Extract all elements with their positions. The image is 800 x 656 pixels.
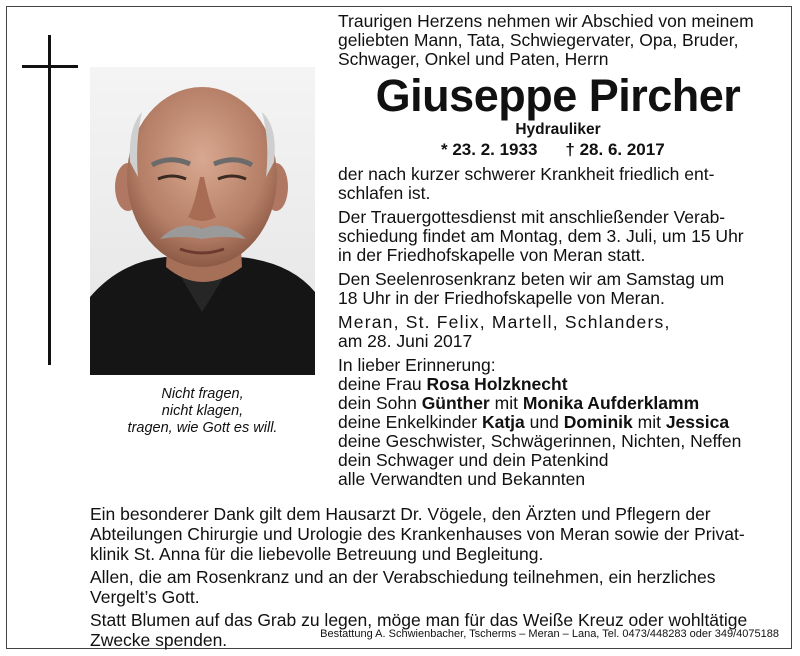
intro-line: Traurigen Herzens nehmen wir Abschied von meinem <box>338 11 754 31</box>
funeral-home-footer: Bestattung A. Schwienbacher, Tscherms – Meran – Lana, Tel. 0473/448283 oder 349/4075188 <box>320 628 779 640</box>
text-line: Den Seelenrosenkranz beten wir am Samstag um <box>338 269 725 289</box>
mourner-siblings: deine Geschwister, Schwägerinnen, Nichten, Neffen <box>338 431 742 451</box>
mourner-grandchildren: deine Enkelkinder Katja und Dominik mit Jessica <box>338 412 730 432</box>
announcement-column <box>338 12 778 489</box>
portrait-photo <box>90 67 315 375</box>
grandchild-partner-name: Jessica <box>665 412 730 432</box>
life-dates <box>338 139 778 161</box>
mourner-brother-in-law: dein Schwager und dein Patenkind <box>338 450 609 470</box>
intro-line: Schwager, Onkel und Paten, Herrn <box>338 49 609 69</box>
all-thanks-paragraph <box>90 567 778 607</box>
death-date: † 28. 6. 2017 <box>565 140 665 159</box>
intro-line: geliebten Mann, Tata, Schwiegervater, Opa, Bruder, <box>338 30 739 50</box>
mourners-list <box>338 356 778 489</box>
quote-line: tragen, wie Gott es will. <box>127 420 278 436</box>
quote-line: nicht klagen, <box>161 403 244 419</box>
text-line: 18 Uhr in der Friedhofskapelle von Meran. <box>338 288 665 308</box>
mourner-son: dein Sohn Günther mit Monika Aufderklamm <box>338 393 700 413</box>
mourner-wife: deine Frau Rosa Holzknecht <box>338 374 568 394</box>
place-and-date <box>338 313 778 351</box>
mourner-relatives: alle Verwandten und Bekannten <box>338 469 586 489</box>
wife-name: Rosa Holzknecht <box>426 374 568 394</box>
grandchild-name: Katja <box>481 412 525 432</box>
quote-line: Nicht fragen, <box>161 386 244 402</box>
text-line: am 28. Juni 2017 <box>338 331 473 351</box>
text-line: klinik St. Anna für die liebevolle Betreuung und Begleitung. <box>90 544 544 564</box>
intro-text <box>338 12 778 69</box>
text-line: Vergelt’s Gott. <box>90 587 200 607</box>
text-line: Allen, die am Rosenkranz und an der Verabschiedung teilnehmen, ein herzliches <box>90 567 716 587</box>
text-line: Meran, St. Felix, Martell, Schlanders, <box>338 312 671 332</box>
grandchild-name: Dominik <box>563 412 633 432</box>
profession: Hydrauliker <box>515 121 601 138</box>
text-line: Der Trauergottesdienst mit anschließender Verab- <box>338 207 726 227</box>
text-line: Zwecke spenden. <box>90 630 228 650</box>
text-line: Ein besonderer Dank gilt dem Hausarzt Dr. Vögele, den Ärzten und Pflegern der <box>90 504 711 524</box>
text-line: der nach kurzer schwerer Krankheit friedlich ent- <box>338 164 715 184</box>
thanks-paragraph <box>90 504 778 564</box>
text-line: schlafen ist. <box>338 183 431 203</box>
memory-heading: In lieber Erinnerung: <box>338 355 496 375</box>
rosary-info <box>338 270 778 308</box>
passing-text <box>338 165 778 203</box>
funeral-info <box>338 208 778 265</box>
son-name: Günther <box>421 393 490 413</box>
quote <box>90 386 315 437</box>
text-line: Abteilungen Chirurgie und Urologie des Krankenhauses von Meran sowie der Privat- <box>90 524 745 544</box>
birth-date: * 23. 2. 1933 <box>441 140 538 159</box>
text-line: schiedung findet am Montag, dem 3. Juli, um 15 Uhr <box>338 226 744 246</box>
deceased-name: Giuseppe Pircher <box>375 70 741 121</box>
son-partner-name: Monika Aufderklamm <box>522 393 700 413</box>
text-line: Statt Blumen auf das Grab zu legen, möge man für das Weiße Kreuz oder wohltätige <box>90 610 748 630</box>
text-line: in der Friedhofskapelle von Meran statt. <box>338 245 646 265</box>
